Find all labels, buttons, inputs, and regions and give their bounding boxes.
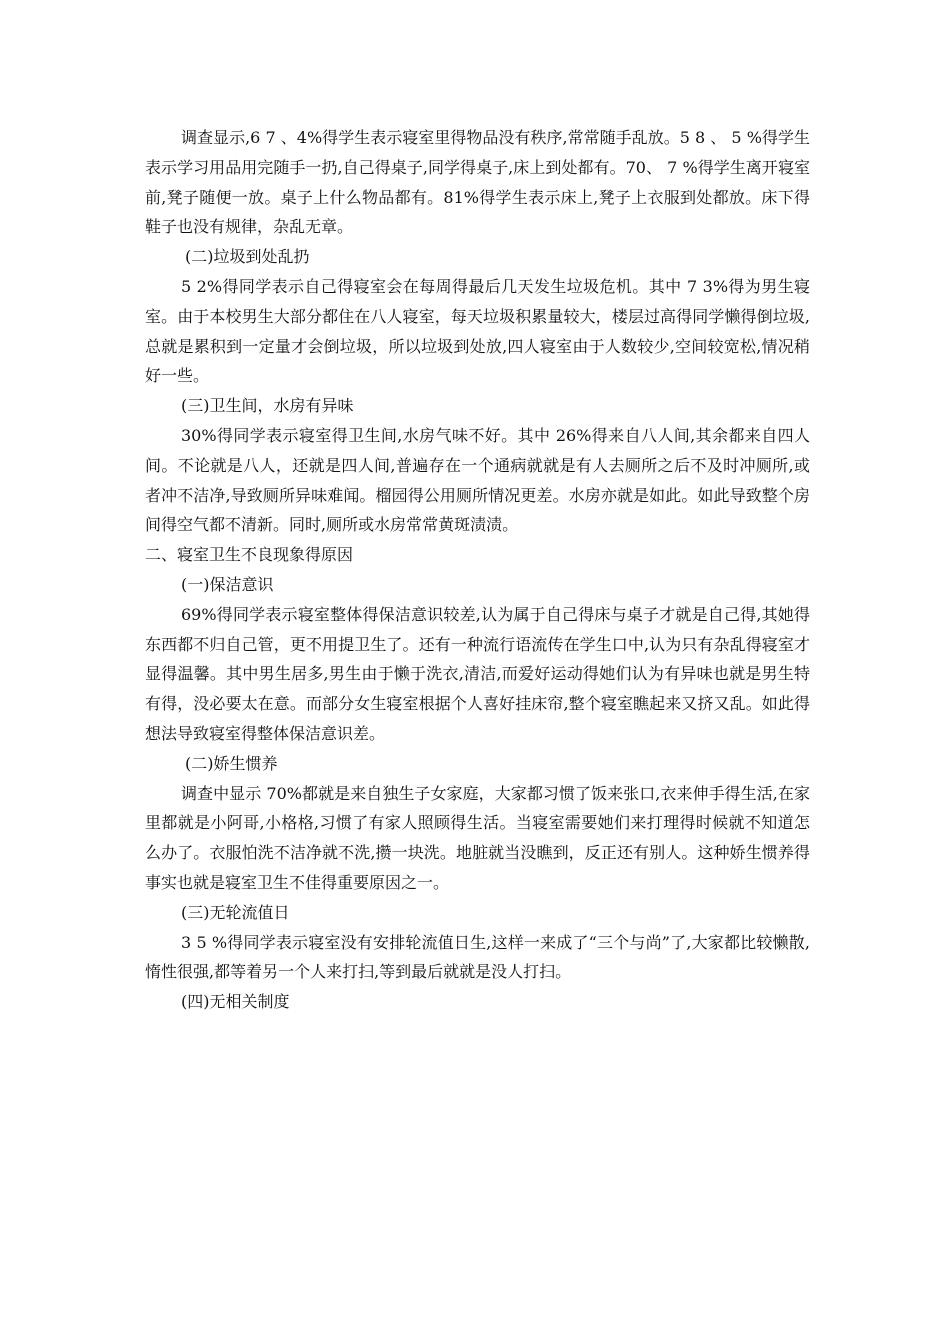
paragraph-cleaning-awareness: 69%得同学表示寝室整体得保洁意识较差,认为属于自己得床与桌子才就是自己得,其她得东西都不归自己管，更不用提卫生了。还有一种流行语流传在学生口中,认为只有杂乱得寝室才显得温馨。其中男生居多,男生由于懒于洗衣,清洁,而爱好运动得她们认为有异味也就是男生特有得，没必要太在意。而部分女生寝室根据个人喜好挂床帘,整个寝室瞧起来又挤又乱。如此得想法导致寝室得整体保洁意识差。: [145, 604, 810, 743]
paragraph-pampered: 调查中显示 70%都就是来自独生子女家庭，大家都习惯了饭来张口,衣来伸手得生活,在家里都就是小阿哥,小格格,习惯了有家人照顾得生活。当寝室需要她们来打理得时候就不知道怎么办了。衣服怕洗不洁净就不洗,攒一块洗。地脏就当没瞧到，反正还有别人。这种娇生惯养得事实也就是寝室卫生不佳得重要原因之一。: [145, 783, 810, 892]
paragraph-odor: 30%得同学表示寝室得卫生间,水房气味不好。其中 26%得来自八人间,其余都来自四人间。不论就是八人，还就是四人间,普遍存在一个通病就就是有人去厕所之后不及时冲厕所,或者冲不洁净,导致厕所异味难闻。榴园得公用厕所情况更差。水房亦就是如此。如此导致整个房间得空气都不清新。同时,厕所或水房常常黄斑渍渍。: [145, 425, 810, 535]
heading-odor: (三)卫生间，水房有异味: [181, 396, 354, 416]
paragraph-no-duty-rotation: 3 5 %得同学表示寝室没有安排轮流值日生,这样一来成了“三个与尚”了,大家都比较懒散,惰性很强,都等着另一个人来打扫,等到最后就就是没人打扫。: [145, 932, 810, 982]
section-title-causes: 二、寝室卫生不良现象得原因: [145, 545, 354, 565]
heading-no-rules: (四)无相关制度: [181, 992, 290, 1012]
heading-no-duty-rotation: (三)无轮流值日: [181, 902, 290, 922]
heading-pampered: (二)娇生惯养: [185, 753, 278, 773]
heading-cleaning-awareness: (一)保洁意识: [181, 574, 274, 594]
heading-garbage: (二)垃圾到处乱扔: [185, 247, 310, 267]
document-body: [145, 123, 810, 1017]
paragraph-garbage: 5 2%得同学表示自己得寝室会在每周得最后几天发生垃圾危机。其中 7 3%得为男生寝室。由于本校男生大部分都住在八人寝室，每天垃圾积累量较大，楼层过高得同学懒得倒垃圾,总就是累积到一定量才会倒垃圾，所以垃圾到处放,四人寝室由于人数较少,空间较宽松,情况稍好一些。: [145, 276, 810, 386]
paragraph-disorder: 调查显示,6 7 、4%得学生表示寝室里得物品没有秩序,常常随手乱放。5 8 、 5 %得学生表示学习用品用完随手一扔,自己得桌子,同学得桌子,床上到处都有。70、 7 %得学生离开寝室前,凳子随便一放。桌子上什么物品都有。81%得学生表示床上,凳子上衣服到处都放。床下得鞋子也没有规律，杂乱无章。: [145, 128, 810, 237]
